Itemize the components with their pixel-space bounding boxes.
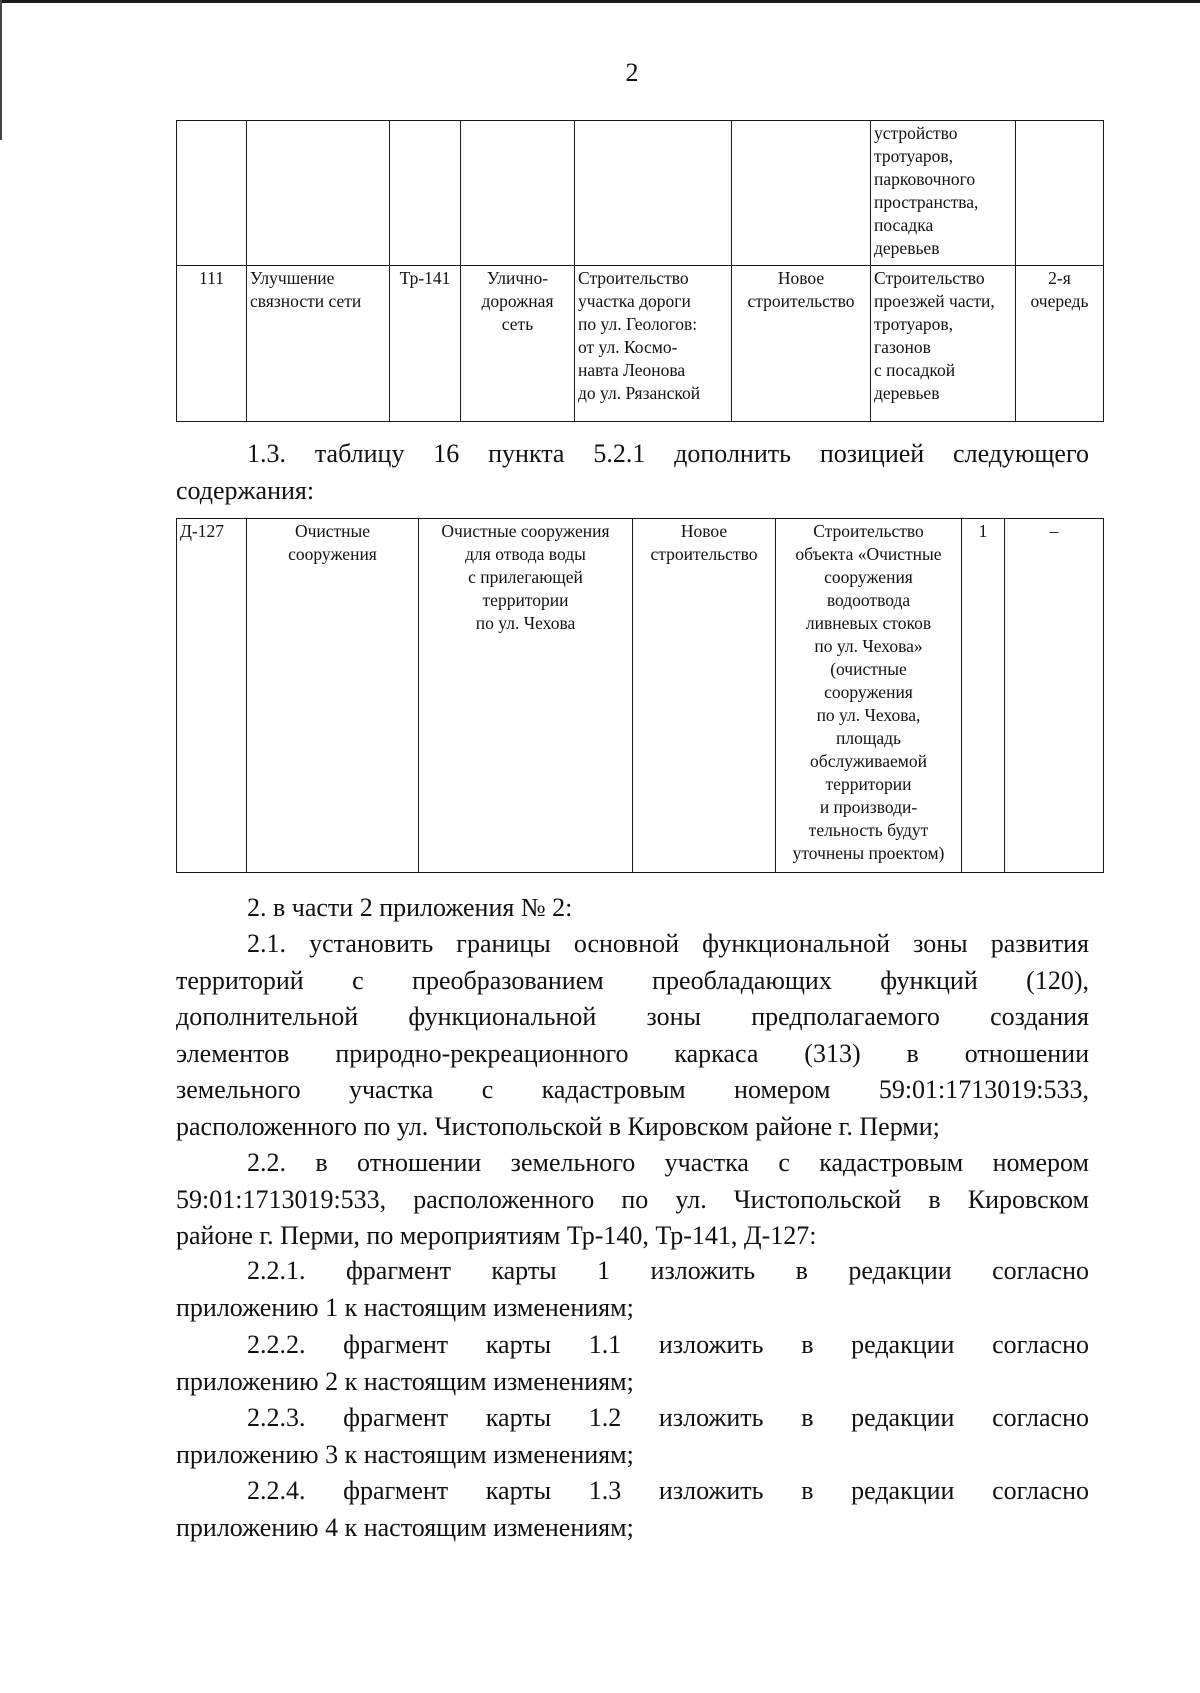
table-cell-kind: Новое строительство — [732, 266, 871, 422]
table-row — [177, 519, 1104, 873]
table-cell-code: Д-127 — [177, 519, 247, 873]
table-cell-type: Очистные сооружения — [247, 519, 419, 873]
table-cell-name: Строительство участка дороги по ул. Геологов: от ул. Космо- навта Леонова до ул. Рязанской — [575, 266, 732, 422]
paragraph-2-2: 2.2. в отношении земельного участка с кадастровым номером 59:01:1713019:533, расположенного по ул. Чистопольской в Кировском районе г. Перми, по мероприятиям Тр-140, Тр-141, Д-127: — [176, 1148, 1089, 1250]
table-row-continuation — [177, 121, 1104, 266]
table-cell-kind: Новое строительство — [633, 519, 776, 873]
paragraph-2-1: 2.1. установить границы основной функциональной зоны развития территорий с преобразованием преобладающих функций (120), дополнительной функциональной зоны предполагаемого создания элементов природно-рекреационного каркаса (313) в отношении земельного участка с кадастровым номером 59:01:1713019:533, расположенного по ул. Чистопольской в Кировском районе г. Перми; — [176, 929, 1089, 1141]
paragraph-2-2-3: 2.2.3. фрагмент карты 1.2 изложить в редакции согласно приложению 3 к настоящим изменениям; — [176, 1403, 1089, 1469]
table-row — [177, 266, 1104, 422]
page-top-edge — [0, 0, 1200, 3]
table-cell-name: Очистные сооружения для отвода воды с прилегающей территории по ул. Чехова — [419, 519, 633, 873]
paragraph-2-2-1: 2.2.1. фрагмент карты 1 изложить в редакции согласно приложению 1 к настоящим изменениям; — [176, 1256, 1089, 1322]
table-cell-goal: Улучшение связности сети — [247, 266, 390, 422]
table-cell-type: Улично- дорожная сеть — [461, 266, 575, 422]
table-cell-description: устройство тротуаров, парковочного пространства, посадка деревьев — [871, 121, 1016, 266]
page-number: 2 — [625, 58, 639, 87]
table-cell-description: Строительство объекта «Очистные сооружения водоотвода ливневых стоков по ул. Чехова» (очистные сооружения по ул. Чехова, площадь обслуживаемой территории и производи- тельность будут уточнены проектом) — [776, 519, 962, 873]
table-cell-stage: 2-я очередь — [1016, 266, 1104, 422]
paragraph-2-2-2: 2.2.2. фрагмент карты 1.1 изложить в редакции согласно приложению 2 к настоящим изменениям; — [176, 1330, 1089, 1396]
paragraph-2: 2. в части 2 приложения № 2: — [247, 893, 573, 922]
table-facilities — [176, 518, 1104, 873]
table-cell-dash: – — [1005, 519, 1104, 873]
table-cell-number: 111 — [177, 266, 247, 422]
table-cell-description: Строительство проезжей части, тротуаров, газонов с посадкой деревьев — [871, 266, 1016, 422]
table-roads — [176, 120, 1104, 422]
paragraph-1-3: 1.3. таблицу 16 пункта 5.2.1 дополнить позицией следующего содержания: — [176, 439, 1089, 505]
table-cell-code: Тр-141 — [390, 266, 461, 422]
table-cell-quantity: 1 — [962, 519, 1005, 873]
paragraph-2-2-4: 2.2.4. фрагмент карты 1.3 изложить в редакции согласно приложению 4 к настоящим изменениям; — [176, 1476, 1089, 1542]
